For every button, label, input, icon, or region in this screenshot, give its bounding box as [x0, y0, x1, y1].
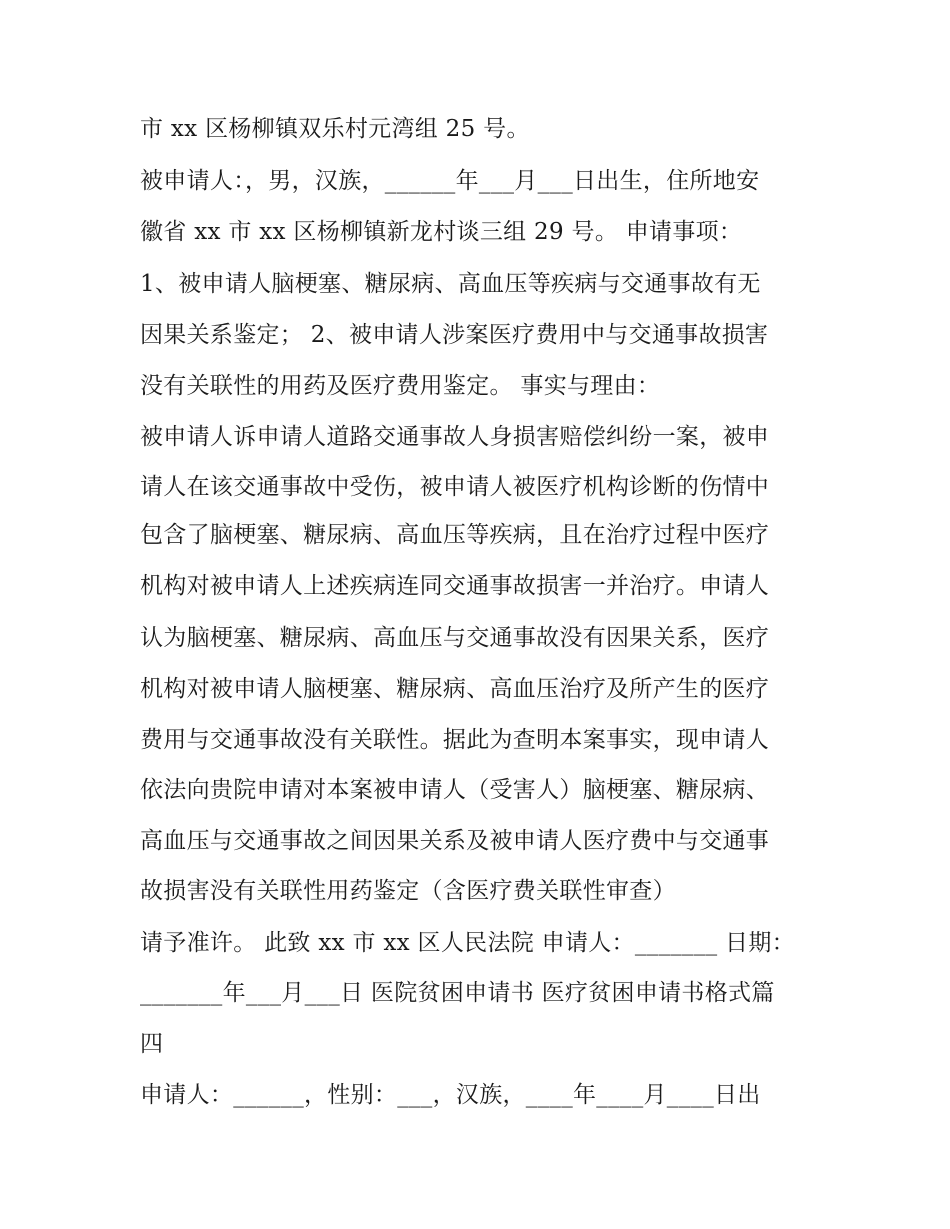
- text-line: 机构对被申请人脑梗塞、糖尿病、高血压治疗及所产生的医疗: [140, 676, 770, 702]
- text-line: 被申请人：，男，汉族，______年___月___日出生，住所地安: [140, 168, 760, 194]
- text-line: 费用与交通事故没有关联性。据此为查明本案事实，现申请人: [140, 727, 770, 753]
- text-line: 被申请人诉申请人道路交通事故人身损害赔偿纠纷一案，被申: [140, 424, 770, 450]
- text-line: 机构对被申请人上述疾病连同交通事故损害一并治疗。申请人: [140, 573, 770, 599]
- text-line: 请人在该交通事故中受伤，被申请人被医疗机构诊断的伤情中: [140, 474, 770, 500]
- text-line: 认为脑梗塞、糖尿病、高血压与交通事故没有因果关系，医疗: [140, 625, 770, 651]
- text-line: 市 xx 区杨柳镇双乐村元湾组 25 号。: [140, 116, 530, 142]
- text-line: 因果关系鉴定； 2、被申请人涉案医疗费用中与交通事故损害: [140, 322, 769, 348]
- text-line: 包含了脑梗塞、糖尿病、高血压等疾病，且在治疗过程中医疗: [140, 522, 770, 548]
- text-line: 1、被申请人脑梗塞、糖尿病、高血压等疾病与交通事故有无: [140, 271, 761, 297]
- text-line: _______年___月___日 医院贫困申请书 医疗贫困申请书格式篇: [140, 980, 775, 1006]
- text-line: 高血压与交通事故之间因果关系及被申请人医疗费中与交通事: [140, 828, 770, 854]
- text-line: 没有关联性的用药及医疗费用鉴定。 事实与理由：: [140, 373, 661, 399]
- text-line: 申请人：______，性别：___，汉族，____年____月____日出: [140, 1082, 761, 1108]
- text-line: 故损害没有关联性用药鉴定（含医疗费关联性审查）: [140, 878, 676, 904]
- text-line: 徽省 xx 市 xx 区杨柳镇新龙村谈三组 29 号。 申请事项：: [140, 219, 743, 245]
- text-line: 请予准许。 此致 xx 市 xx 区人民法院 申请人：_______ 日期：: [140, 930, 795, 956]
- text-line: 依法向贵院申请对本案被申请人（受害人）脑梗塞、糖尿病、: [140, 777, 770, 803]
- text-line: 四: [140, 1031, 164, 1057]
